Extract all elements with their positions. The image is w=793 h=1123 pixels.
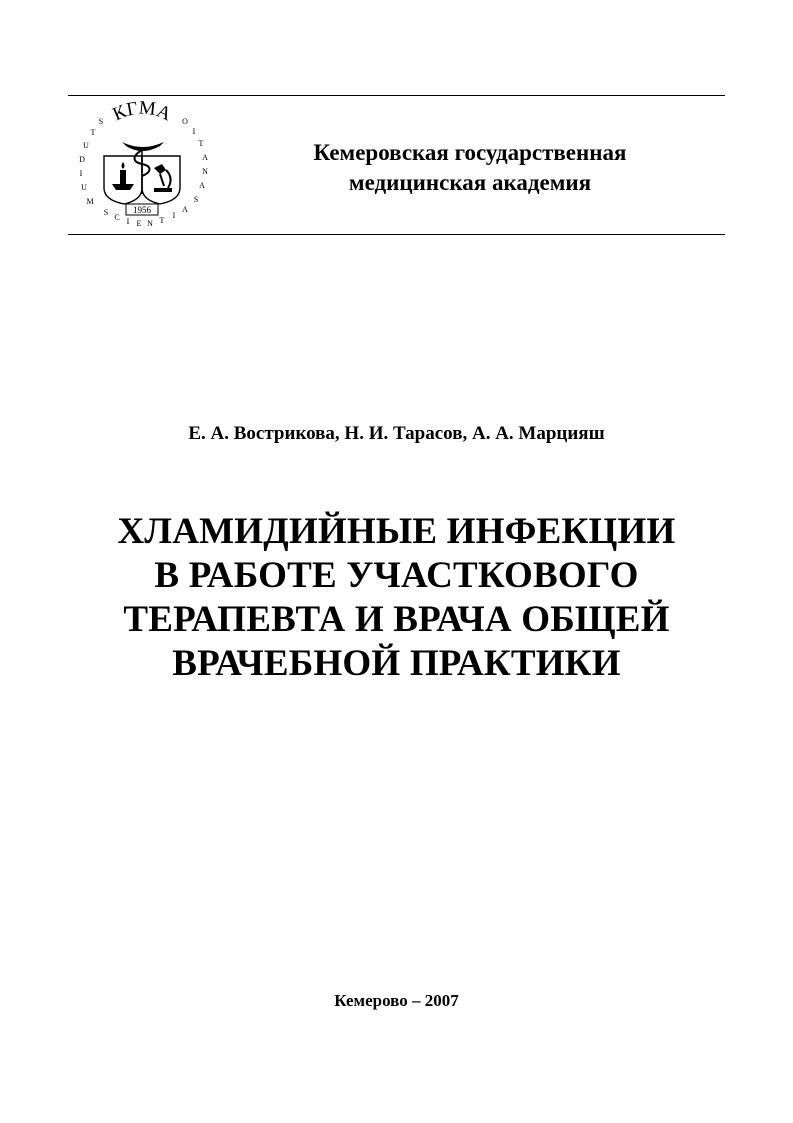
svg-text:M: M (86, 197, 94, 206)
authors: Е. А. Вострикова, Н. И. Тарасов, А. А. Марцияш (188, 423, 605, 444)
svg-text:T: T (159, 216, 165, 225)
svg-text:T: T (198, 139, 204, 148)
top-rule (68, 95, 725, 96)
title-line-2: В РАБОТЕ УЧАСТКОВОГО (154, 555, 639, 596)
svg-text:S: S (98, 117, 104, 126)
svg-text:I: I (126, 217, 130, 226)
svg-text:S: S (193, 195, 199, 204)
svg-text:O: O (182, 117, 188, 126)
svg-text:D: D (79, 155, 85, 164)
institution-line-1: Кемеровская государственная (313, 140, 627, 165)
institution-line-2: медицинская академия (348, 170, 592, 195)
academy-emblem-logo (68, 98, 216, 232)
svg-text:U: U (81, 183, 87, 192)
svg-text:E: E (136, 219, 142, 228)
institution-name (240, 138, 700, 198)
svg-text:C: C (114, 213, 120, 222)
title-line-4: ВРАЧЕБНОЙ ПРАКТИКИ (172, 643, 621, 684)
svg-text:N: N (147, 219, 153, 228)
city-year: Кемерово – 2007 (334, 991, 459, 1010)
svg-text:A: A (199, 181, 205, 190)
svg-text:T: T (90, 128, 96, 137)
svg-text:КГМА: КГМА (109, 98, 175, 126)
bottom-rule (68, 234, 725, 235)
book-title (0, 510, 793, 686)
title-line-3: ТЕРАПЕВТА И ВРАЧА ОБЩЕЙ (123, 599, 670, 640)
svg-text:U: U (83, 141, 89, 150)
svg-text:I: I (172, 211, 176, 220)
svg-text:A: A (182, 205, 188, 214)
svg-text:S: S (103, 208, 109, 217)
svg-text:1956: 1956 (133, 205, 151, 215)
title-line-1: ХЛАМИДИЙНЫЕ ИНФЕКЦИИ (117, 511, 676, 552)
svg-text:N: N (202, 167, 208, 176)
svg-text:I: I (192, 127, 196, 136)
svg-text:A: A (202, 153, 208, 162)
svg-text:I: I (79, 169, 83, 178)
